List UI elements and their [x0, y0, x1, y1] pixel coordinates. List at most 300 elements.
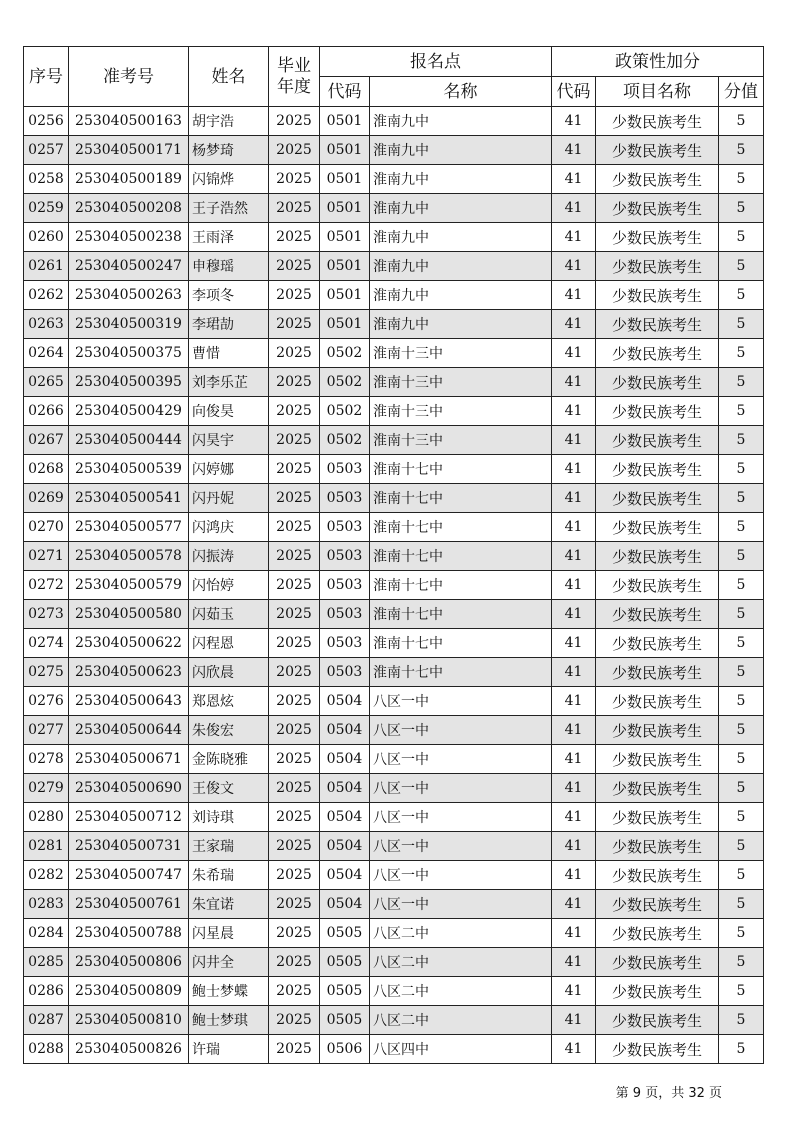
cell-site-name: 淮南九中 [370, 165, 552, 194]
cell-site-name: 八区一中 [370, 890, 552, 919]
cell-seq: 0277 [24, 716, 69, 745]
cell-policy-code: 41 [552, 571, 596, 600]
cell-policy-code: 41 [552, 919, 596, 948]
cell-seq: 0282 [24, 861, 69, 890]
table-row [24, 426, 764, 455]
cell-exam-no: 253040500319 [69, 310, 189, 339]
cell-grad-year: 2025 [269, 658, 320, 687]
cell-site-name: 淮南十七中 [370, 658, 552, 687]
cell-policy-score: 5 [719, 571, 764, 600]
cell-policy-code: 41 [552, 310, 596, 339]
cell-name: 郑恩炫 [189, 687, 269, 716]
cell-policy-item: 少数民族考生 [596, 919, 719, 948]
cell-policy-code: 41 [552, 426, 596, 455]
cell-policy-item: 少数民族考生 [596, 948, 719, 977]
cell-site-name: 八区一中 [370, 745, 552, 774]
cell-name: 曹惜 [189, 339, 269, 368]
cell-grad-year: 2025 [269, 397, 320, 426]
cell-exam-no: 253040500238 [69, 223, 189, 252]
table-row [24, 629, 764, 658]
table-row [24, 281, 764, 310]
cell-site-code: 0504 [320, 832, 370, 861]
cell-name: 王子浩然 [189, 194, 269, 223]
cell-site-code: 0501 [320, 252, 370, 281]
cell-policy-code: 41 [552, 890, 596, 919]
cell-policy-code: 41 [552, 484, 596, 513]
cell-policy-item: 少数民族考生 [596, 252, 719, 281]
cell-site-name: 淮南十七中 [370, 600, 552, 629]
cell-policy-score: 5 [719, 890, 764, 919]
cell-grad-year: 2025 [269, 803, 320, 832]
cell-policy-score: 5 [719, 165, 764, 194]
cell-exam-no: 253040500643 [69, 687, 189, 716]
cell-seq: 0264 [24, 339, 69, 368]
cell-site-code: 0503 [320, 658, 370, 687]
cell-seq: 0261 [24, 252, 69, 281]
cell-grad-year: 2025 [269, 745, 320, 774]
cell-policy-code: 41 [552, 223, 596, 252]
cell-site-code: 0502 [320, 339, 370, 368]
cell-policy-item: 少数民族考生 [596, 484, 719, 513]
table-row [24, 571, 764, 600]
cell-policy-score: 5 [719, 832, 764, 861]
cell-grad-year: 2025 [269, 774, 320, 803]
cell-grad-year: 2025 [269, 890, 320, 919]
cell-site-code: 0503 [320, 600, 370, 629]
cell-grad-year: 2025 [269, 629, 320, 658]
cell-policy-item: 少数民族考生 [596, 513, 719, 542]
cell-grad-year: 2025 [269, 426, 320, 455]
cell-site-name: 淮南十七中 [370, 455, 552, 484]
cell-exam-no: 253040500539 [69, 455, 189, 484]
cell-policy-code: 41 [552, 977, 596, 1006]
cell-policy-code: 41 [552, 194, 596, 223]
cell-policy-code: 41 [552, 687, 596, 716]
table-row [24, 165, 764, 194]
cell-grad-year: 2025 [269, 107, 320, 136]
cell-exam-no: 253040500788 [69, 919, 189, 948]
cell-site-code: 0504 [320, 687, 370, 716]
cell-name: 李珺劼 [189, 310, 269, 339]
cell-exam-no: 253040500580 [69, 600, 189, 629]
cell-policy-item: 少数民族考生 [596, 1035, 719, 1064]
col-header-grad-year [269, 47, 320, 107]
cell-policy-code: 41 [552, 281, 596, 310]
table-row [24, 223, 764, 252]
cell-grad-year: 2025 [269, 571, 320, 600]
cell-grad-year: 2025 [269, 1035, 320, 1064]
cell-seq: 0274 [24, 629, 69, 658]
grad-year-line1: 毕业 [277, 55, 311, 76]
cell-site-name: 八区一中 [370, 861, 552, 890]
cell-policy-code: 41 [552, 455, 596, 484]
cell-policy-item: 少数民族考生 [596, 832, 719, 861]
cell-policy-score: 5 [719, 600, 764, 629]
cell-policy-item: 少数民族考生 [596, 745, 719, 774]
cell-seq: 0272 [24, 571, 69, 600]
table-row [24, 513, 764, 542]
cell-name: 闪锦烨 [189, 165, 269, 194]
cell-site-code: 0501 [320, 165, 370, 194]
cell-name: 闪振涛 [189, 542, 269, 571]
cell-site-name: 淮南九中 [370, 107, 552, 136]
table-row [24, 716, 764, 745]
cell-policy-code: 41 [552, 832, 596, 861]
cell-policy-code: 41 [552, 745, 596, 774]
cell-grad-year: 2025 [269, 600, 320, 629]
cell-site-code: 0502 [320, 368, 370, 397]
cell-exam-no: 253040500644 [69, 716, 189, 745]
cell-policy-score: 5 [719, 919, 764, 948]
table-row [24, 107, 764, 136]
cell-grad-year: 2025 [269, 832, 320, 861]
table-row [24, 948, 764, 977]
cell-site-code: 0505 [320, 948, 370, 977]
cell-exam-no: 253040500690 [69, 774, 189, 803]
cell-seq: 0258 [24, 165, 69, 194]
cell-name: 闪丹妮 [189, 484, 269, 513]
cell-name: 闪程恩 [189, 629, 269, 658]
cell-site-name: 淮南十七中 [370, 542, 552, 571]
cell-exam-no: 253040500247 [69, 252, 189, 281]
cell-policy-code: 41 [552, 513, 596, 542]
cell-site-name: 八区四中 [370, 1035, 552, 1064]
cell-exam-no: 253040500375 [69, 339, 189, 368]
cell-name: 王家瑞 [189, 832, 269, 861]
cell-name: 申穆瑶 [189, 252, 269, 281]
cell-policy-item: 少数民族考生 [596, 368, 719, 397]
cell-grad-year: 2025 [269, 281, 320, 310]
cell-exam-no: 253040500761 [69, 890, 189, 919]
table-row [24, 658, 764, 687]
table-row [24, 542, 764, 571]
cell-site-code: 0504 [320, 861, 370, 890]
cell-site-name: 淮南十七中 [370, 484, 552, 513]
cell-policy-item: 少数民族考生 [596, 890, 719, 919]
table-row [24, 803, 764, 832]
cell-policy-code: 41 [552, 397, 596, 426]
grad-year-line2: 年度 [277, 76, 311, 97]
col-group-site: 报名点 [320, 47, 552, 77]
cell-name: 朱希瑞 [189, 861, 269, 890]
cell-policy-code: 41 [552, 1035, 596, 1064]
table-row [24, 890, 764, 919]
cell-grad-year: 2025 [269, 368, 320, 397]
cell-policy-item: 少数民族考生 [596, 803, 719, 832]
cell-site-code: 0505 [320, 1006, 370, 1035]
cell-policy-score: 5 [719, 774, 764, 803]
col-header-policy-item: 项目名称 [596, 77, 719, 107]
cell-exam-no: 253040500671 [69, 745, 189, 774]
cell-grad-year: 2025 [269, 542, 320, 571]
cell-site-name: 淮南十七中 [370, 571, 552, 600]
table-header [24, 47, 764, 107]
cell-policy-score: 5 [719, 455, 764, 484]
table-row [24, 1006, 764, 1035]
cell-exam-no: 253040500171 [69, 136, 189, 165]
cell-site-name: 八区一中 [370, 832, 552, 861]
cell-policy-score: 5 [719, 977, 764, 1006]
cell-policy-score: 5 [719, 107, 764, 136]
cell-policy-code: 41 [552, 107, 596, 136]
col-header-site-code: 代码 [320, 77, 370, 107]
table-row [24, 136, 764, 165]
cell-grad-year: 2025 [269, 977, 320, 1006]
cell-policy-item: 少数民族考生 [596, 977, 719, 1006]
cell-name: 金陈晓雅 [189, 745, 269, 774]
cell-exam-no: 253040500731 [69, 832, 189, 861]
cell-site-name: 八区二中 [370, 948, 552, 977]
cell-name: 闪昊宇 [189, 426, 269, 455]
cell-site-name: 淮南九中 [370, 194, 552, 223]
cell-name: 许瑞 [189, 1035, 269, 1064]
cell-site-code: 0503 [320, 484, 370, 513]
cell-exam-no: 253040500810 [69, 1006, 189, 1035]
cell-grad-year: 2025 [269, 339, 320, 368]
cell-site-code: 0504 [320, 716, 370, 745]
cell-policy-item: 少数民族考生 [596, 600, 719, 629]
cell-policy-item: 少数民族考生 [596, 194, 719, 223]
cell-name: 刘诗琪 [189, 803, 269, 832]
cell-seq: 0286 [24, 977, 69, 1006]
cell-site-code: 0503 [320, 455, 370, 484]
cell-policy-item: 少数民族考生 [596, 426, 719, 455]
cell-site-name: 淮南十三中 [370, 339, 552, 368]
cell-policy-code: 41 [552, 716, 596, 745]
cell-policy-item: 少数民族考生 [596, 107, 719, 136]
cell-policy-item: 少数民族考生 [596, 629, 719, 658]
cell-site-name: 淮南十七中 [370, 513, 552, 542]
cell-policy-score: 5 [719, 194, 764, 223]
cell-policy-score: 5 [719, 426, 764, 455]
cell-policy-score: 5 [719, 397, 764, 426]
cell-seq: 0284 [24, 919, 69, 948]
cell-site-name: 八区二中 [370, 977, 552, 1006]
cell-name: 闪婷娜 [189, 455, 269, 484]
table-row [24, 339, 764, 368]
cell-exam-no: 253040500809 [69, 977, 189, 1006]
cell-policy-item: 少数民族考生 [596, 571, 719, 600]
cell-policy-code: 41 [552, 542, 596, 571]
table-row [24, 252, 764, 281]
cell-seq: 0271 [24, 542, 69, 571]
table-row [24, 368, 764, 397]
cell-policy-code: 41 [552, 165, 596, 194]
cell-site-code: 0504 [320, 890, 370, 919]
cell-seq: 0285 [24, 948, 69, 977]
cell-site-code: 0506 [320, 1035, 370, 1064]
cell-grad-year: 2025 [269, 310, 320, 339]
page-footer: 第 9 页，共 32 页 [615, 1086, 722, 1101]
cell-name: 闪星晨 [189, 919, 269, 948]
cell-seq: 0288 [24, 1035, 69, 1064]
cell-seq: 0266 [24, 397, 69, 426]
cell-name: 闪鸿庆 [189, 513, 269, 542]
cell-seq: 0287 [24, 1006, 69, 1035]
cell-policy-score: 5 [719, 629, 764, 658]
cell-site-code: 0501 [320, 223, 370, 252]
cell-policy-item: 少数民族考生 [596, 861, 719, 890]
cell-site-code: 0503 [320, 513, 370, 542]
cell-seq: 0267 [24, 426, 69, 455]
cell-policy-code: 41 [552, 368, 596, 397]
cell-policy-code: 41 [552, 600, 596, 629]
cell-policy-score: 5 [719, 368, 764, 397]
cell-seq: 0270 [24, 513, 69, 542]
cell-policy-score: 5 [719, 948, 764, 977]
cell-seq: 0279 [24, 774, 69, 803]
col-header-exam-no: 准考号 [69, 47, 189, 107]
cell-name: 刘李乐芷 [189, 368, 269, 397]
cell-policy-code: 41 [552, 136, 596, 165]
cell-policy-item: 少数民族考生 [596, 687, 719, 716]
table-body [24, 107, 764, 1064]
cell-site-code: 0505 [320, 919, 370, 948]
cell-site-name: 淮南十三中 [370, 368, 552, 397]
cell-seq: 0278 [24, 745, 69, 774]
cell-policy-score: 5 [719, 223, 764, 252]
cell-exam-no: 253040500189 [69, 165, 189, 194]
cell-policy-item: 少数民族考生 [596, 136, 719, 165]
cell-name: 朱俊宏 [189, 716, 269, 745]
table-row [24, 861, 764, 890]
cell-name: 鲍士梦蝶 [189, 977, 269, 1006]
cell-exam-no: 253040500747 [69, 861, 189, 890]
cell-site-code: 0503 [320, 542, 370, 571]
cell-exam-no: 253040500806 [69, 948, 189, 977]
cell-exam-no: 253040500622 [69, 629, 189, 658]
cell-name: 王雨泽 [189, 223, 269, 252]
cell-seq: 0259 [24, 194, 69, 223]
cell-site-name: 八区一中 [370, 687, 552, 716]
cell-seq: 0262 [24, 281, 69, 310]
cell-policy-code: 41 [552, 629, 596, 658]
cell-site-name: 淮南九中 [370, 223, 552, 252]
cell-site-code: 0505 [320, 977, 370, 1006]
cell-policy-item: 少数民族考生 [596, 774, 719, 803]
cell-policy-score: 5 [719, 484, 764, 513]
cell-site-name: 八区一中 [370, 774, 552, 803]
cell-site-code: 0503 [320, 571, 370, 600]
cell-site-code: 0501 [320, 194, 370, 223]
cell-site-code: 0502 [320, 426, 370, 455]
table-row [24, 455, 764, 484]
table-row [24, 600, 764, 629]
cell-site-name: 八区一中 [370, 716, 552, 745]
cell-site-name: 淮南十三中 [370, 426, 552, 455]
table-row [24, 484, 764, 513]
cell-policy-item: 少数民族考生 [596, 658, 719, 687]
cell-site-code: 0501 [320, 107, 370, 136]
cell-policy-score: 5 [719, 252, 764, 281]
cell-grad-year: 2025 [269, 455, 320, 484]
cell-policy-item: 少数民族考生 [596, 542, 719, 571]
cell-policy-score: 5 [719, 861, 764, 890]
cell-name: 闪茹玉 [189, 600, 269, 629]
cell-site-code: 0501 [320, 281, 370, 310]
cell-seq: 0273 [24, 600, 69, 629]
cell-policy-item: 少数民族考生 [596, 165, 719, 194]
cell-seq: 0257 [24, 136, 69, 165]
cell-policy-code: 41 [552, 948, 596, 977]
cell-site-name: 淮南九中 [370, 310, 552, 339]
cell-policy-item: 少数民族考生 [596, 281, 719, 310]
cell-exam-no: 253040500579 [69, 571, 189, 600]
cell-exam-no: 253040500444 [69, 426, 189, 455]
cell-name: 胡宇浩 [189, 107, 269, 136]
cell-name: 杨梦琦 [189, 136, 269, 165]
cell-name: 闪欣晨 [189, 658, 269, 687]
cell-policy-score: 5 [719, 658, 764, 687]
cell-grad-year: 2025 [269, 484, 320, 513]
cell-exam-no: 253040500826 [69, 1035, 189, 1064]
cell-name: 王俊文 [189, 774, 269, 803]
cell-site-name: 八区二中 [370, 1006, 552, 1035]
col-header-policy-code: 代码 [552, 77, 596, 107]
cell-policy-score: 5 [719, 716, 764, 745]
cell-policy-score: 5 [719, 803, 764, 832]
cell-seq: 0265 [24, 368, 69, 397]
cell-exam-no: 253040500623 [69, 658, 189, 687]
cell-seq: 0263 [24, 310, 69, 339]
cell-policy-score: 5 [719, 687, 764, 716]
cell-seq: 0276 [24, 687, 69, 716]
cell-policy-code: 41 [552, 803, 596, 832]
cell-site-name: 淮南九中 [370, 252, 552, 281]
table-row [24, 774, 764, 803]
table-row [24, 832, 764, 861]
cell-policy-score: 5 [719, 745, 764, 774]
table-row [24, 977, 764, 1006]
cell-site-name: 淮南九中 [370, 136, 552, 165]
cell-policy-score: 5 [719, 1006, 764, 1035]
col-header-name: 姓名 [189, 47, 269, 107]
table-row [24, 310, 764, 339]
cell-seq: 0281 [24, 832, 69, 861]
cell-grad-year: 2025 [269, 194, 320, 223]
cell-grad-year: 2025 [269, 861, 320, 890]
cell-policy-code: 41 [552, 1006, 596, 1035]
cell-site-name: 淮南九中 [370, 281, 552, 310]
cell-grad-year: 2025 [269, 136, 320, 165]
col-header-site-name: 名称 [370, 77, 552, 107]
cell-policy-code: 41 [552, 861, 596, 890]
cell-policy-code: 41 [552, 774, 596, 803]
cell-policy-score: 5 [719, 513, 764, 542]
col-header-seq: 序号 [24, 47, 69, 107]
cell-policy-item: 少数民族考生 [596, 397, 719, 426]
cell-seq: 0260 [24, 223, 69, 252]
cell-grad-year: 2025 [269, 252, 320, 281]
cell-policy-item: 少数民族考生 [596, 1006, 719, 1035]
cell-name: 闪井全 [189, 948, 269, 977]
table-row [24, 919, 764, 948]
cell-site-name: 八区一中 [370, 803, 552, 832]
cell-grad-year: 2025 [269, 919, 320, 948]
table-row [24, 745, 764, 774]
cell-name: 朱宜诺 [189, 890, 269, 919]
cell-policy-item: 少数民族考生 [596, 223, 719, 252]
cell-seq: 0283 [24, 890, 69, 919]
cell-site-code: 0504 [320, 803, 370, 832]
cell-site-name: 八区二中 [370, 919, 552, 948]
roster-table [23, 46, 764, 1064]
cell-grad-year: 2025 [269, 513, 320, 542]
cell-exam-no: 253040500712 [69, 803, 189, 832]
cell-grad-year: 2025 [269, 948, 320, 977]
cell-name: 李项冬 [189, 281, 269, 310]
cell-policy-code: 41 [552, 252, 596, 281]
